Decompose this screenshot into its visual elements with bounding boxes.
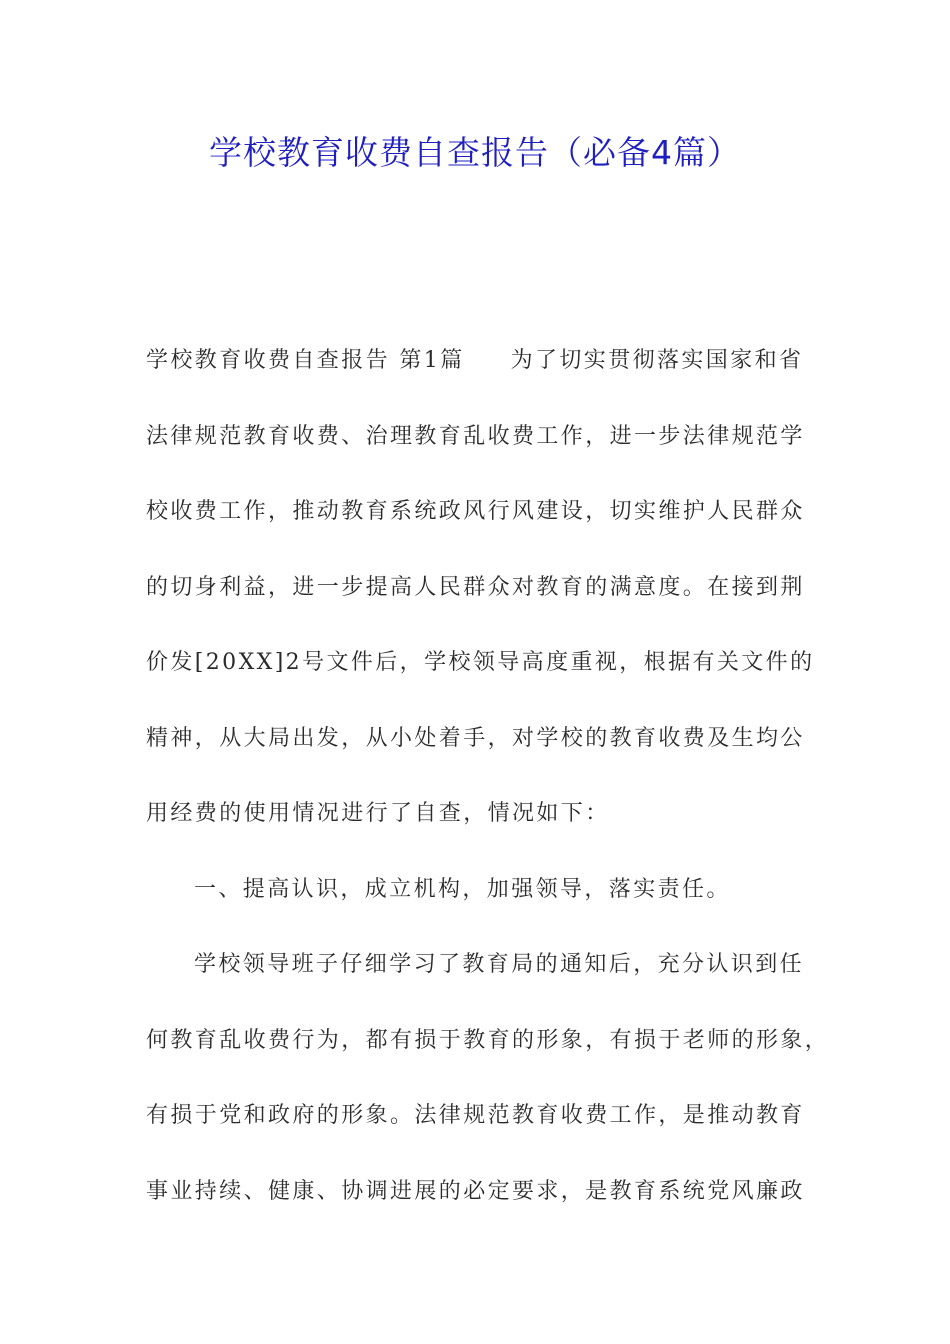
subheading-line: 一、提高认识，成立机构，加强领导，落实责任。 bbox=[194, 876, 731, 902]
section-heading-inline: 学校教育收费自查报告 第1篇 bbox=[146, 348, 465, 373]
document-body bbox=[146, 336, 830, 1242]
body-line: 价发[20XX]2号文件后，学校领导高度重视，根据有关文件的 bbox=[146, 650, 815, 675]
body-line: 的切身利益，进一步提高人民群众对教育的满意度。在接到荆 bbox=[146, 574, 805, 600]
document-title: 学校教育收费自查报告（必备4篇） bbox=[209, 133, 741, 172]
body-line: 用经费的使用情况进行了自查，情况如下： bbox=[146, 801, 610, 826]
body-line: 法律规范教育收费、治理教育乱收费工作，进一步法律规范学 bbox=[146, 423, 805, 449]
body-line: 事业持续、健康、协调进展的必定要求，是教育系统党风廉政 bbox=[146, 1178, 805, 1204]
body-line: 精神，从大局出发，从小处着手，对学校的教育收费及生均公 bbox=[146, 725, 805, 751]
body-line bbox=[146, 336, 808, 412]
body-line: 何教育乱收费行为，都有损于教育的形象，有损于老师的形象， bbox=[146, 1027, 830, 1053]
body-line: 校收费工作，推动教育系统政风行风建设，切实维护人民群众 bbox=[146, 499, 805, 524]
body-line-text: 为了切实贯彻落实国家和省 bbox=[510, 348, 804, 373]
body-line: 学校领导班子仔细学习了教育局的通知后，充分认识到任 bbox=[194, 952, 805, 977]
body-line: 有损于党和政府的形象。法律规范教育收费工作，是推动教育 bbox=[146, 1103, 805, 1128]
